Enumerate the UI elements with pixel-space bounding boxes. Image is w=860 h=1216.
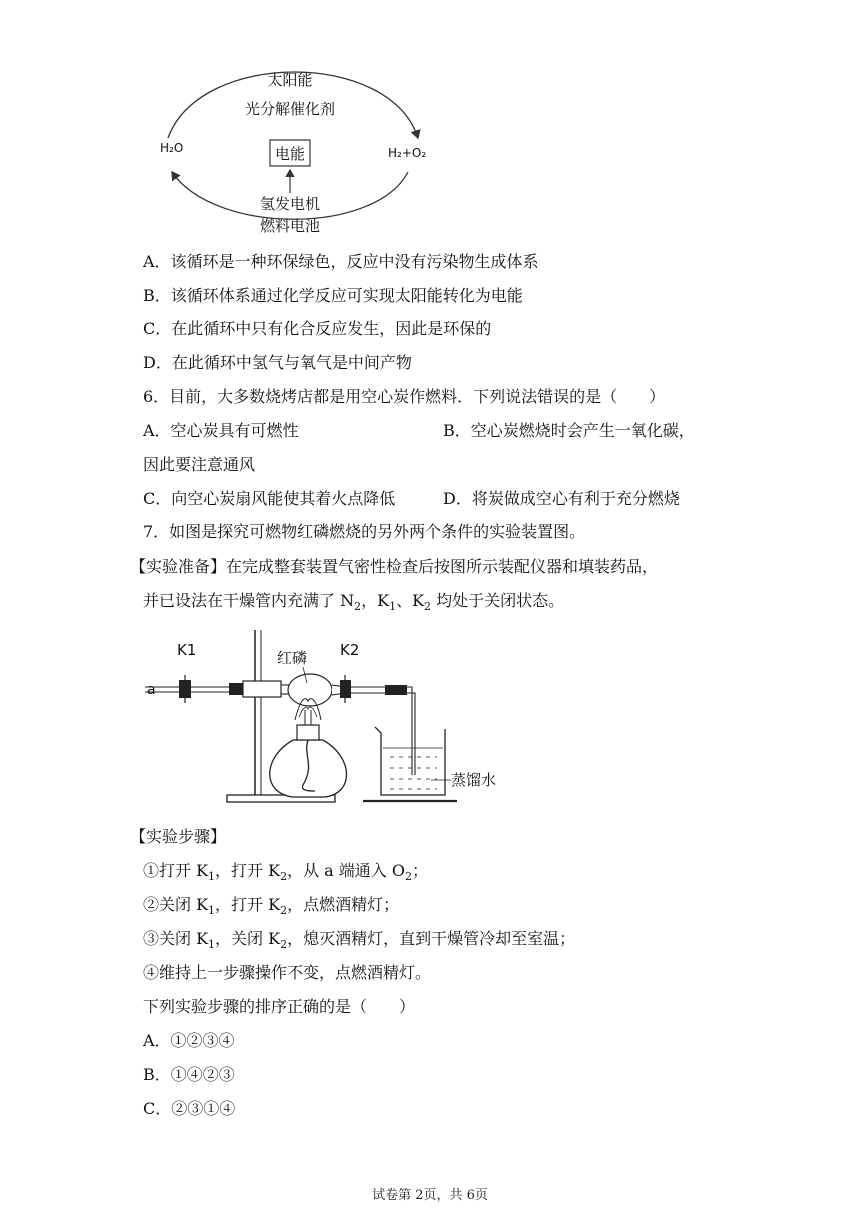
q6-option-b-cont: 因此要注意通风 [143,455,256,474]
bottom-label-1: 氢发电机 [259,195,321,213]
q7-question: 下列实验步骤的排序正确的是（ ） [143,997,416,1016]
q5-option-d: D．在此循环中氢气与氧气是中间产物 [143,353,412,372]
top-label-1: 太阳能 [267,71,313,89]
q7-option-c: C．②③①④ [143,1099,236,1118]
left-label-h2o: H₂O [160,141,184,155]
q5-option-a: A．该循环是一种环保绿色，反应中没有污染物生成体系 [143,252,539,271]
beaker [375,727,445,795]
apparatus-diagram [145,625,515,810]
q6-option-c: C．向空心炭扇风能使其着火点降低 [143,489,396,508]
q7-step-4: ④维持上一步骤操作不变，点燃酒精灯。 [143,963,432,982]
top-label-2: 光分解催化剂 [244,100,336,118]
q7-stem: 7．如图是探究可燃物红磷燃烧的另外两个条件的实验装置图。 [143,522,586,541]
q7-option-a: A．①②③④ [143,1031,235,1050]
q6-stem: 6．目前，大多数烧烤店都是用空心炭作燃料．下列说法错误的是（ ） [143,387,666,406]
clamp [243,681,281,697]
right-label-h2-o2: H₂+O₂ [388,146,427,160]
label-a: a [147,682,156,698]
q6-option-a: A．空心炭具有可燃性 [143,421,299,440]
label-k2: K2 [340,641,360,659]
q6-option-d: D．将炭做成空心有利于充分燃烧 [443,489,680,508]
q5-option-b: B．该循环体系通过化学反应可实现太阳能转化为电能 [143,286,523,305]
page-footer: 试卷第 2页，共 6页 [372,1188,488,1203]
label-distilled-water: 蒸馏水 [451,771,497,789]
center-box-label: 电能 [274,145,306,163]
energy-cycle-diagram [140,60,460,240]
q7-prep-2: 并已设法在干燥管内充满了 $N_2$，$K_1$、$K_2$ 均处于关闭状态。 [143,591,565,614]
q7-step-2: ②关闭 $K_1$，打开 $K_2$，点燃酒精灯； [143,895,400,918]
q7-step-3: ③关闭 $K_1$，关闭 $K_2$，熄灭酒精灯，直到干燥管冷却至室温； [143,929,576,952]
bottom-label-2: 燃料电池 [259,217,321,235]
q7-option-b: B．①④②③ [143,1065,235,1084]
drying-tube-bulb [288,674,332,706]
q6-option-b: B．空心炭燃烧时会产生一氧化碳， [443,421,695,440]
q7-step-1: ①打开 $K_1$，打开 $K_2$，从 a 端通入 $O_2$； [143,861,429,884]
label-k1: K1 [177,641,197,659]
q5-option-c: C．在此循环中只有化合反应发生，因此是环保的 [143,319,492,338]
label-red-phosphorus: 红磷 [277,649,308,667]
q7-steps-title: 【实验步骤】 [130,827,227,846]
q7-prep-1: 【实验准备】在完成整套装置气密性检查后按图所示装配仪器和填装药品， [130,557,659,576]
